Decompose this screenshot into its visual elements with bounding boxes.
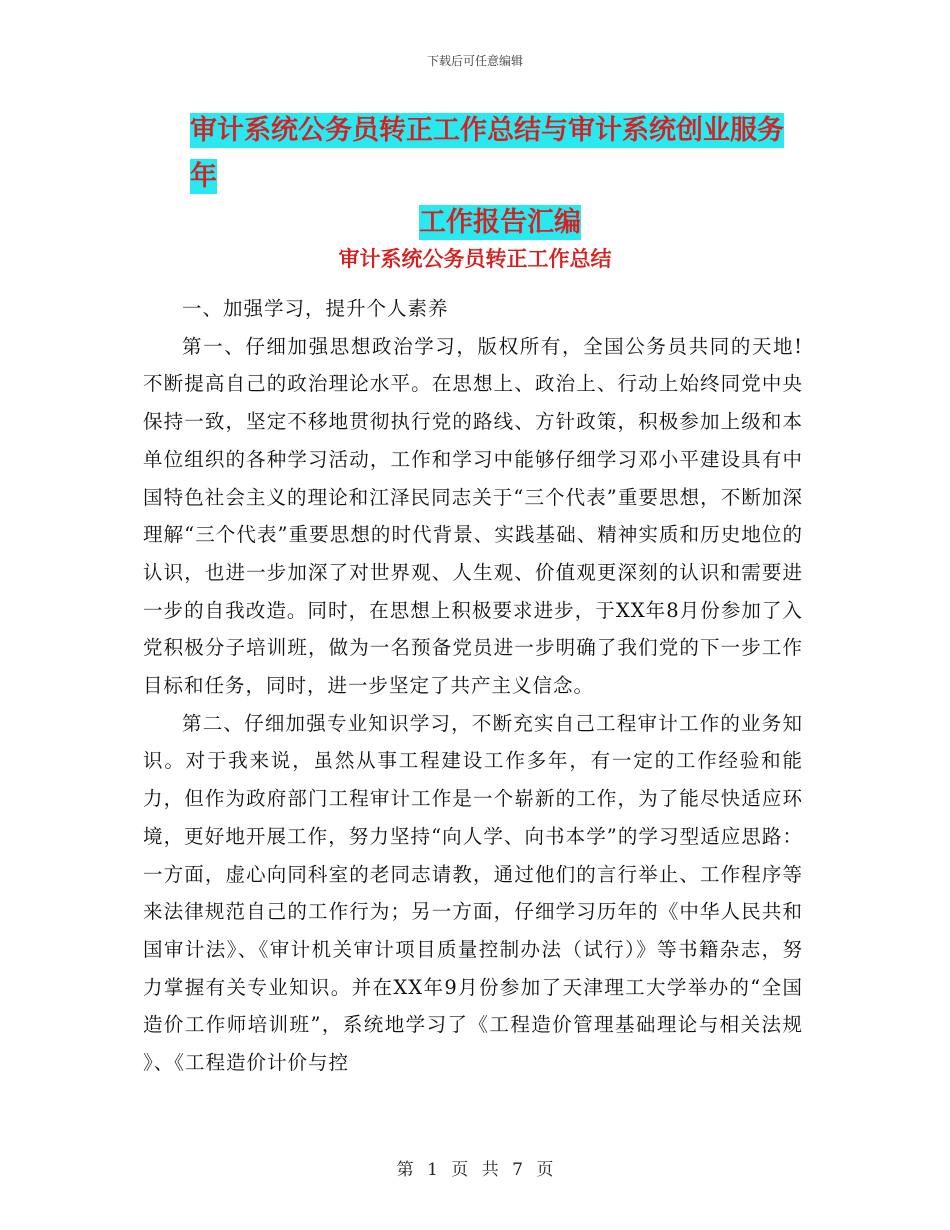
title-line-1: 审计系统公务员转正工作总结与审计系统创业服务年 (190, 115, 784, 192)
section-title: 审计系统公务员转正工作总结 (338, 247, 612, 271)
document-title (190, 108, 810, 246)
paragraph-heading: 一、加强学习，提升个人素养 (182, 297, 449, 320)
header-note: 下载后可任意编辑 (426, 54, 523, 68)
paragraph: 第一、仔细加强思想政治学习，版权所有，全国公务员共同的天地!不断提高自己的政治理论水平。在思想上、政治上、行动上始终同党中央保持一致，坚定不移地贯彻执行党的路线、方针政策，积极参加上级和本单位组织的各种学习活动，工作和学习中能够仔细学习邓小平建设具有中国特色社会主义的理论和江泽民同志关于“三个代表”重要思想，不断加深理解“三个代表”重要思想的时代背景、实践基础、精神实质和历史地位的认识，也进一步加深了对世界观、人生观、价值观更深刻的认识和需要进一步的自我改造。同时，在思想上积极要求进步，于XX年8月份参加了入党积极分子培训班，做为一名预备党员进一步明确了我们党的下一步工作目标和任务，同时，进一步坚定了共产主义信念。 (143, 334, 803, 698)
title-line-2: 工作报告汇编 (419, 207, 581, 238)
paragraph: 第二、仔细加强专业知识学习，不断充实自己工程审计工作的业务知识。对于我来说，虽然从事工程建设工作多年，有一定的工作经验和能力，但作为政府部门工程审计工作是一个崭新的工作，为了能尽快适应环境，更好地开展工作，努力坚持“向人学、向书本学”的学习型适应思路：一方面，虚心向同科室的老同志请教，通过他们的言行举止、工作程序等来法律规范自己的工作行为；另一方面，仔细学习历年的《中华人民共和国审计法》、《审计机关审计项目质量控制办法（试行）》等书籍杂志，努力掌握有关专业知识。并在XX年9月份参加了天津理工大学举办的“全国造价工作师培训班”，系统地学习了《工程造价管理基础理论与相关法规 》、《工程造价计价与控 (143, 711, 803, 1075)
page-footer: 第 1 页 共 7 页 (396, 1160, 554, 1180)
document-body (143, 290, 803, 1082)
